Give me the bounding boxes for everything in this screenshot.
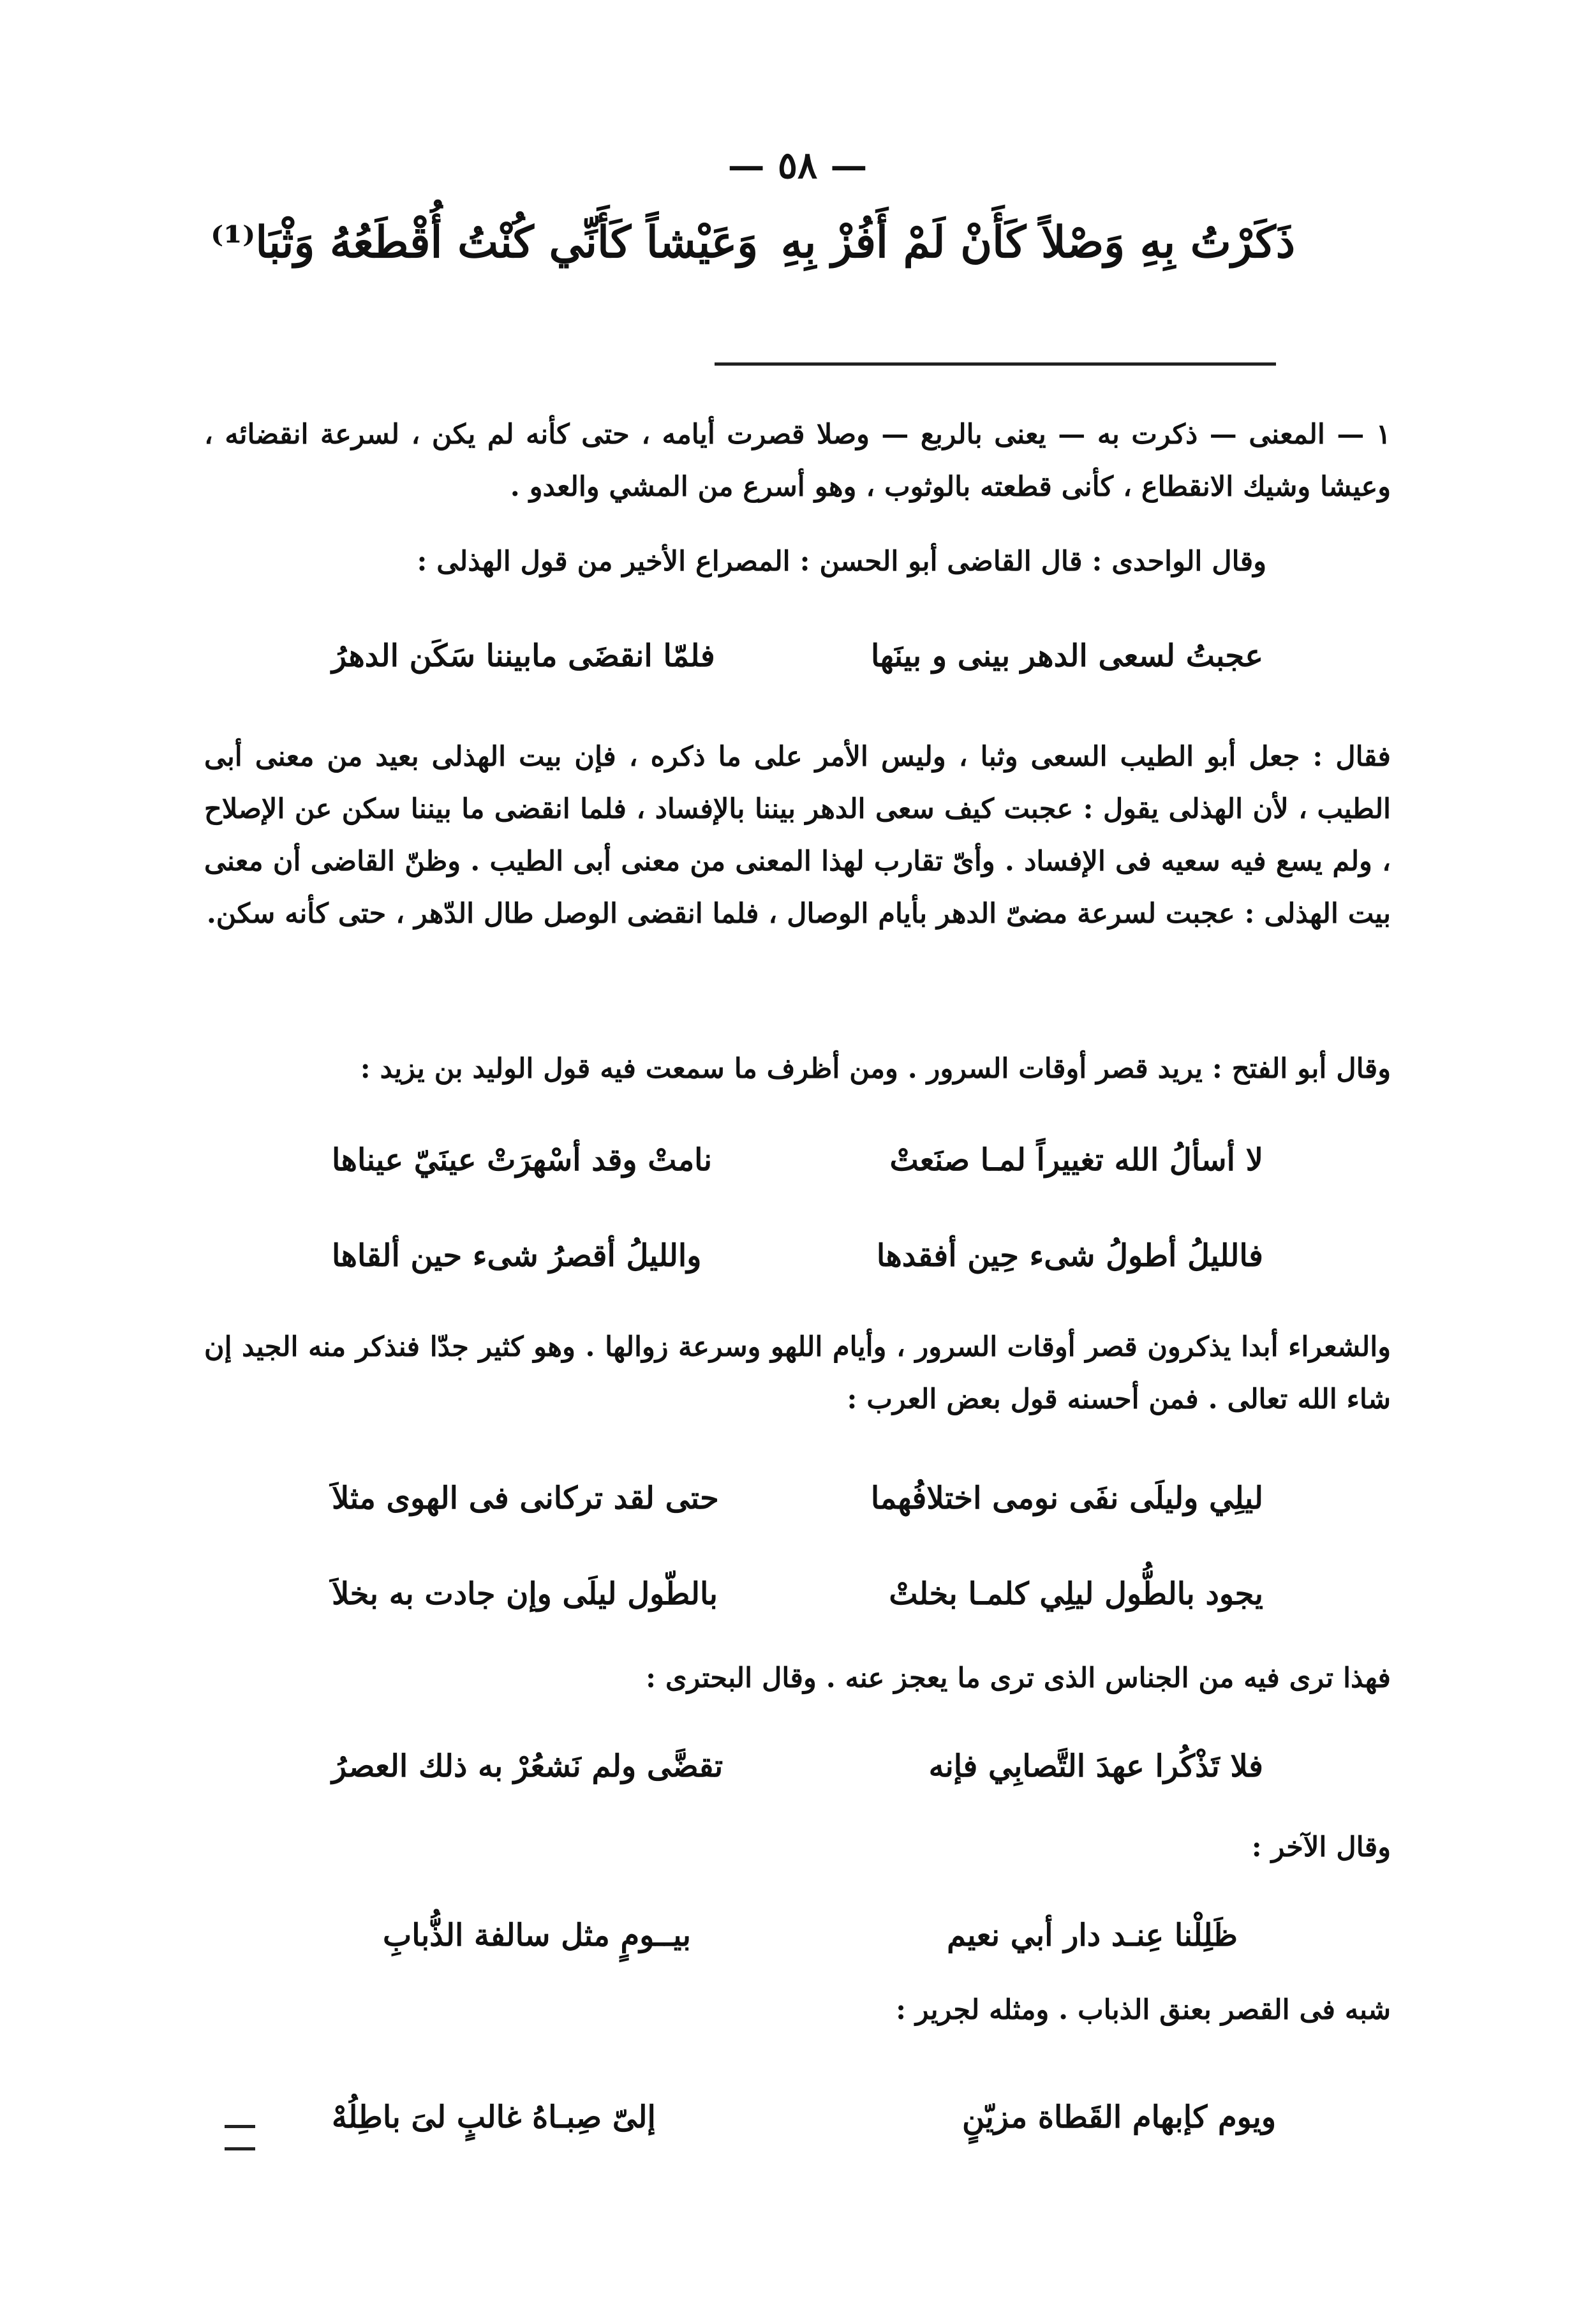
quoted-verse-4 [332, 1480, 1263, 1516]
page-number: — ٥٨ — [727, 144, 868, 187]
quoted-verse-2 [332, 1142, 1263, 1178]
footnote-paragraph-3: فقال : جعل أبو الطيب السعى وثبا ، وليس الأمر على ما ذكره ، فإن بيت الهذلى بعيد من معنى أبى الطيب ، لأن الهذلى يقول : عجبت كيف سعى الدهر بيننا بالإفساد ، فلما انقضى ما بيننا سكن عن الإصلاح ، ولم يسع فيه سعيه فى الإفساد . وأىّ تقارب لهذا المعنى من معنى أبى الطيب . وظنّ القاضى أن معنى بيت الهذلى : عجبت لسرعة مضىّ الدهر بأيام الوصال ، فلما انقضى الوصل طال الدّهر ، حتى كأنه سكن. [204, 741, 1391, 930]
footnote-paragraph-5: والشعراء أبدا يذكرون قصر أوقات السرور ، وأيام اللهو وسرعة زوالها . وهو كثير جدّا فنذكر منه الجيد إن شاء الله تعالى . فمن أحسنه قول بعض العرب : [204, 1331, 1391, 1415]
quoted-verse-1 [332, 638, 1263, 674]
footnote-paragraph-1: ١ — المعنى — ذكرت به — يعنى بالربع — وصلا قصرت أيامه ، حتى كأنه لم يكن ، لسرعة انقضائه ، وعيشا وشيك الانقطاع ، كأنى قطعته بالوثوب ، وهو أسرع من المشي والعدو . [204, 419, 1391, 503]
verse-hemistich: عجبتُ لسعى الدهر بينى و بينَها [871, 638, 1263, 674]
verse-hemistich: إلىّ صِبـاهُ غالبٍ لىَ باطِلُهْ [332, 2099, 656, 2135]
footnote-paragraph-2: وقال الواحدى : قال القاضى أبو الحسن : المصراع الأخير من قول الهذلى : [417, 546, 1266, 577]
header-verse-first-hemistich: ذَكَرْتُ بِهِ وَصْلاً كَأَنْ لَمْ أَفُزْ بِهِ [780, 217, 1295, 268]
verse-hemistich: ليلِي وليلَى نفَى نومى اختلافُهما [870, 1480, 1263, 1516]
header-verse-second-hemistich: وَعَيْشاً كَأَنِّي كُنْتُ أُقْطَعُهُ وَثْبَا⁽¹⁾ [211, 217, 759, 268]
verse-hemistich: لا أسألُ الله تغييراً لمـا صنَعتْ [889, 1142, 1263, 1178]
verse-hemistich: ويوم كإبهام القَطاة مزيّنٍ [962, 2099, 1276, 2135]
continuation-mark [225, 2125, 255, 2150]
footnote-divider [715, 362, 1276, 366]
verse-hemistich: نامتْ وقد أسْهرَتْ عينَيّ عيناها [332, 1142, 713, 1178]
quoted-verse-5 [332, 1576, 1263, 1612]
verse-hemistich: فلمّا انقضَى مابيننا سَكَن الدهرُ [332, 638, 715, 674]
verse-hemistich: بيــومٍ مثل سالفة الذُّبابِ [383, 1918, 691, 1953]
verse-hemistich: بالطّول ليلَى وإن جادت به بخلاَ [332, 1576, 718, 1612]
quoted-verse-8 [332, 2099, 1276, 2135]
verse-hemistich: حتى لقد تركانى فى الهوى مثلاَ [332, 1480, 719, 1516]
quoted-verse-6 [332, 1748, 1263, 1784]
footnote-paragraph-6: فهذا ترى فيه من الجناس الذى ترى ما يعجز عنه . وقال البحترى : [646, 1662, 1391, 1694]
verse-hemistich: يجود بالطُّول ليلِي كلمـا بخلتْ [889, 1576, 1263, 1612]
quoted-verse-7 [383, 1918, 1238, 1953]
footnote-paragraph-4: وقال أبو الفتح : يريد قصر أوقات السرور . ومن أظرف ما سمعت فيه قول الوليد بن يزيد : [360, 1053, 1391, 1085]
verse-hemistich: ظَلِلْنا عِنـد دار أبي نعيم [947, 1918, 1238, 1953]
verse-hemistich: والليلُ أقصرُ شىء حين ألقاها [332, 1238, 702, 1274]
header-verse [211, 217, 1295, 268]
verse-hemistich: فلا تَذْكُرا عهدَ التَّصابِي فإنه [928, 1748, 1263, 1784]
verse-hemistich: تقضَّى ولم نَشعُرْ به ذلك العصرُ [332, 1748, 723, 1784]
quoted-verse-3 [332, 1238, 1263, 1274]
footnote-paragraph-7: وقال الآخر : [1251, 1831, 1391, 1863]
footnote-paragraph-8: شبه فى القصر بعنق الذباب . ومثله لجرير : [896, 1994, 1391, 2026]
verse-hemistich: فالليلُ أطولُ شىء حِين أفقدها [876, 1238, 1263, 1274]
